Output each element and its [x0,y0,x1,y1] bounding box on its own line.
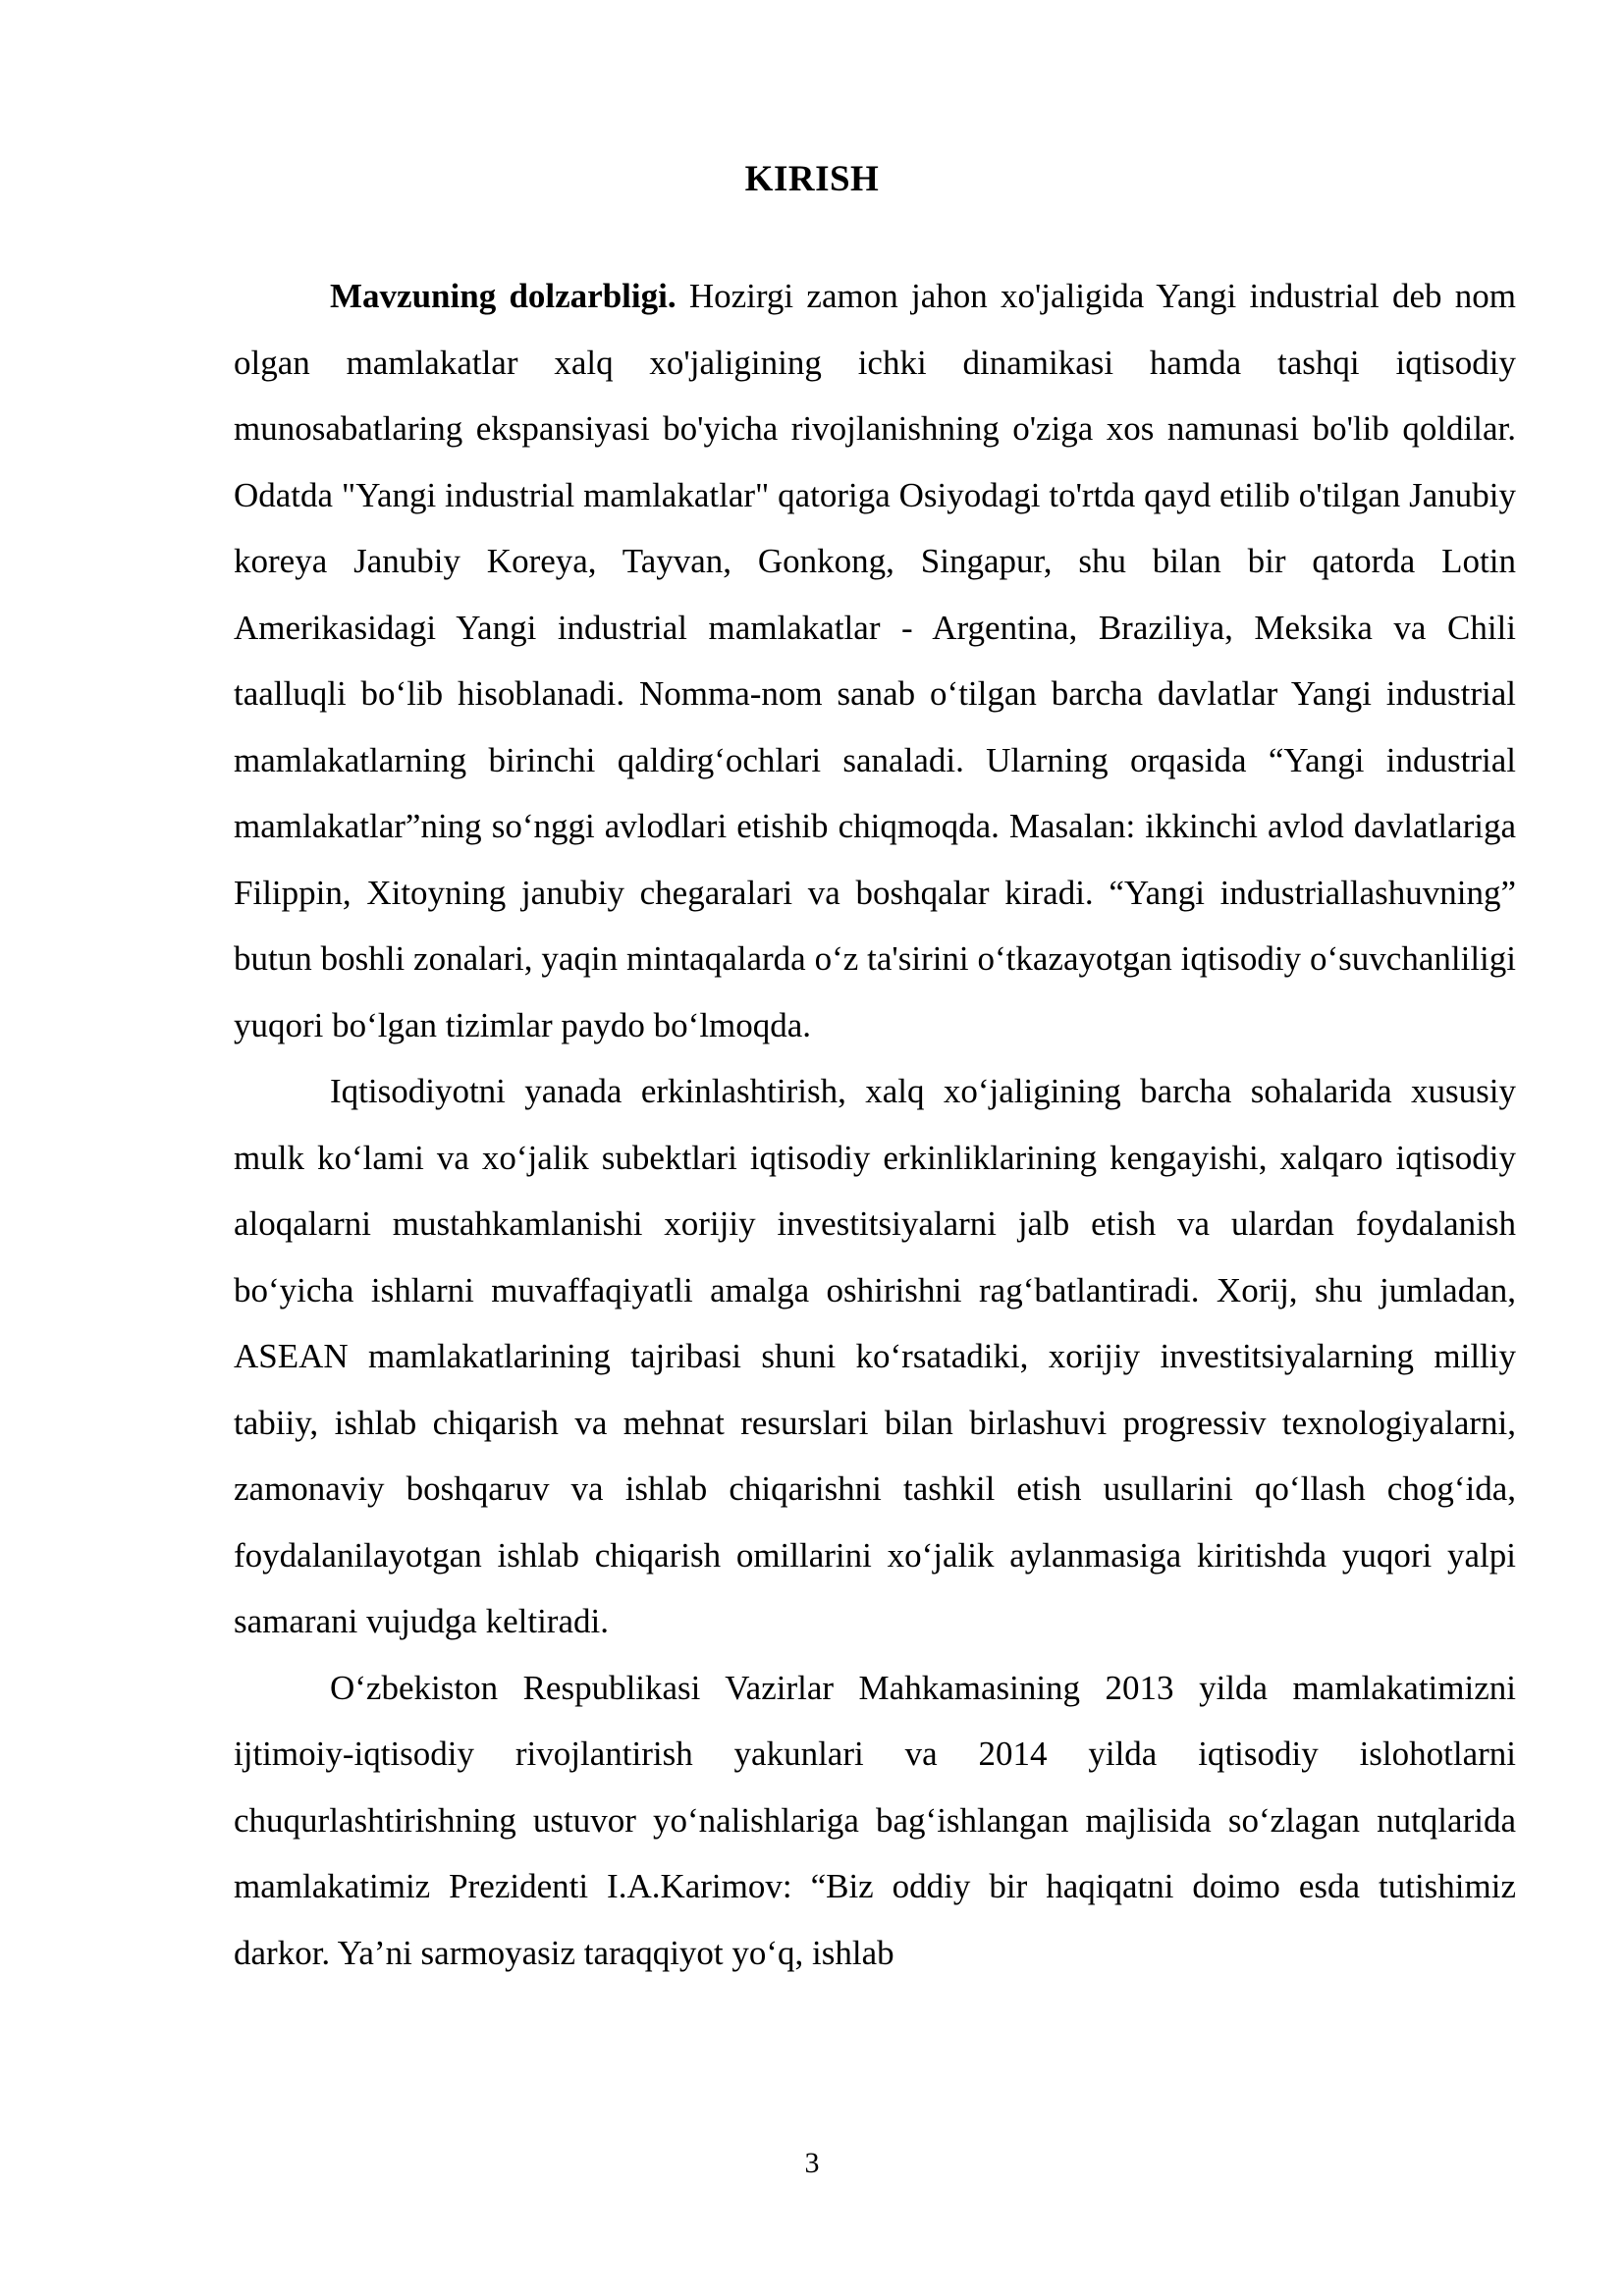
body-text [234,263,1516,1986]
paragraph-lead: Mavzuning dolzarbligi. [330,277,677,315]
section-heading: KIRISH [744,159,880,199]
page-number: 3 [804,2147,820,2179]
paragraph-text: Hozirgi zamon jahon xo'jaligida Yangi industrial deb nom olgan mamlakatlar xalq xo'jaligining ichki dinamikasi hamda tashqi iqtisodiy munosabatlaring ekspansiyasi bo'yicha rivojlanishning o'ziga xos namunasi bo'lib qoldilar. Odatda "Yangi industrial mamlakatlar" qatoriga Osiyodagi to'rtda qayd etilib o'tilgan Janubiy koreya Janubiy Koreya, Tayvan, Gonkong, Singapur, shu bilan bir qatorda Lotin Amerikasidagi Yangi industrial mamlakatlar - Argentina, Braziliya, Meksika va Chili taalluqli bo‘lib hisoblanadi. Nomma-nom sanab o‘tilgan barcha davlatlar Yangi industrial mamlakatlarning birinchi qaldirg‘ochlari sanaladi. Ularning orqasida “Yangi industrial mamlakatlar”ning so‘nggi avlodlari etishib chiqmoqda. Masalan: ikkinchi avlod davlatlariga Filippin, Xitoyning janubiy chegaralari va boshqalar kiradi. “Yangi industriallashuvning” butun boshli zonalari, yaqin mintaqalarda o‘z ta'sirini o‘tkazayotgan iqtisodiy o‘suvchanliligi yuqori bo‘lgan tizimlar paydo bo‘lmoqda. [234,277,1516,1044]
paragraph-relevance [234,263,1516,1058]
paragraph-cabinet-meeting: O‘zbekiston Respublikasi Vazirlar Mahkamasining 2013 yilda mamlakatimizni ijtimoiy-iqtisodiy rivojlantirish yakunlari va 2014 yilda iqtisodiy islohotlarni chuqurlashtirishning ustuvor yo‘nalishlariga bag‘ishlangan majlisida so‘zlagan nutqlarida mamlakatimiz Prezidenti I.A.Karimov: “Biz oddiy bir haqiqatni doimo esda tutishimiz darkor. Ya’ni sarmoyasiz taraqqiyot yo‘q, ishlab [234,1668,1516,1972]
paragraph-liberalization: Iqtisodiyotni yanada erkinlashtirish, xalq xo‘jaligining barcha sohalarida xususiy mulk ko‘lami va xo‘jalik subektlari iqtisodiy erkinliklarining kengayishi, xalqaro iqtisodiy aloqalarni mustahkamlanishi xorijiy investitsiyalarni jalb etish va ulardan foydalanish bo‘yicha ishlarni muvaffaqiyatli amalga oshirishni rag‘batlantiradi. Xorij, shu jumladan, ASEAN mamlakatlarining tajribasi shuni ko‘rsatadiki, xorijiy investitsiyalarning milliy tabiiy, ishlab chiqarish va mehnat resurslari bilan birlashuvi progressiv texnologiyalarni, zamonaviy boshqaruv va ishlab chiqarishni tashkil etish usullarini qo‘llash chog‘ida, foydalanilayotgan ishlab chiqarish omillarini xo‘jalik aylanmasiga kiritishda yuqori yalpi samarani vujudga keltiradi. [234,1072,1516,1640]
